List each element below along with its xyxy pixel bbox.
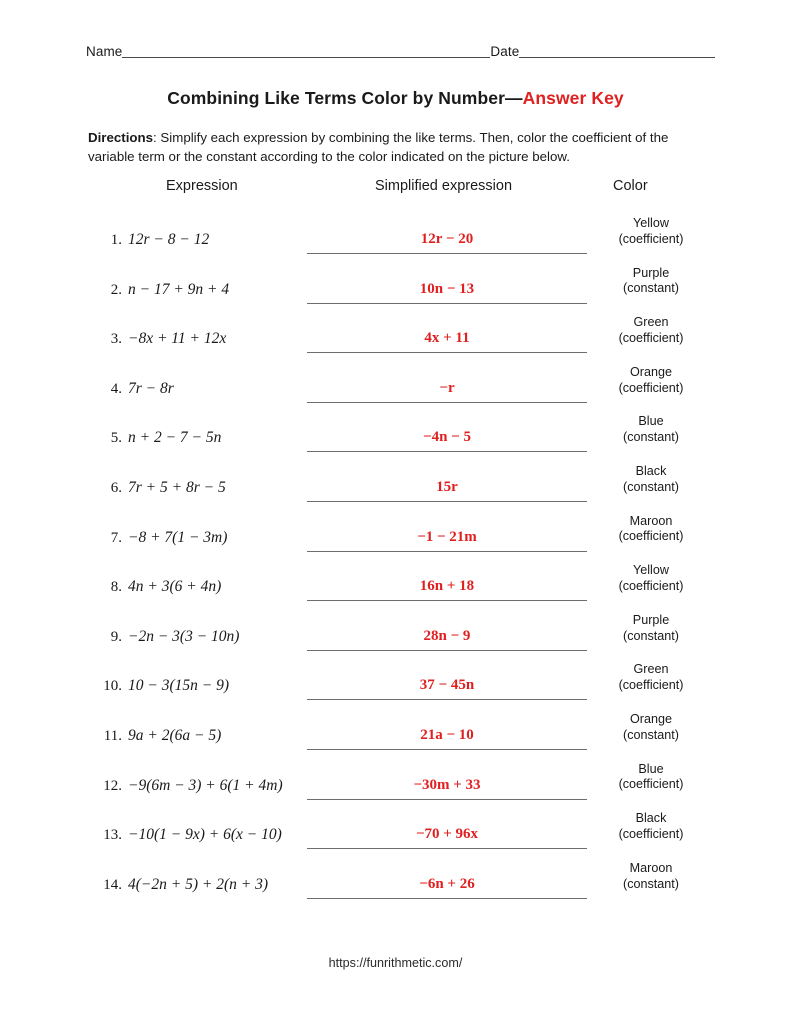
color-note: (coefficient) [618, 579, 684, 594]
problem-expression: 7r − 8r [128, 379, 174, 397]
color-note: (coefficient) [618, 826, 684, 841]
problem-answer: 28n − 9 [423, 627, 471, 644]
color-cell [592, 514, 710, 546]
problem-answer: −6n + 26 [419, 875, 475, 892]
color-cell [592, 712, 710, 744]
problem-row [0, 410, 791, 460]
problem-row [0, 212, 791, 262]
answer-blank[interactable] [307, 823, 587, 849]
color-note: (coefficient) [618, 777, 684, 792]
name-label: Name [86, 44, 123, 59]
color-name: Yellow [633, 563, 669, 578]
problem-row [0, 559, 791, 609]
color-note: (constant) [623, 628, 679, 643]
color-cell [592, 613, 710, 645]
problem-answer: −70 + 96x [415, 826, 479, 843]
problem-number: 11. [103, 727, 122, 744]
answer-blank[interactable] [307, 476, 587, 502]
problem-answer: 15r [436, 478, 458, 495]
problem-answer: −4n − 5 [423, 429, 471, 446]
page-title [0, 88, 791, 109]
problem-number: 3. [110, 331, 122, 348]
color-name: Green [633, 662, 669, 677]
directions-label: Directions [88, 130, 154, 145]
problem-expression: −2n − 3(3 − 10n) [128, 627, 240, 645]
problem-number: 13. [103, 827, 122, 844]
problem-number: 9. [110, 628, 122, 645]
page-title-main: Combining Like Terms Color by Number— [167, 88, 523, 108]
color-note: (constant) [623, 430, 679, 445]
color-note: (coefficient) [618, 231, 684, 246]
problem-answer: −30m + 33 [413, 776, 481, 793]
column-headers [88, 178, 702, 200]
problem-answer: 12r − 20 [420, 231, 474, 247]
problem-row [0, 658, 791, 708]
color-cell [592, 414, 710, 446]
color-name: Purple [632, 612, 670, 627]
color-note: (constant) [623, 479, 679, 494]
column-header-simplified-expression: Simplified expression [375, 178, 513, 194]
column-header-color: Color [613, 178, 648, 194]
problem-number: 4. [110, 380, 122, 397]
page-title-answer-key: Answer Key [522, 88, 624, 108]
color-note: (constant) [623, 281, 679, 296]
color-note: (constant) [623, 876, 679, 891]
problem-number: 10. [103, 678, 122, 695]
color-name: Green [633, 315, 669, 330]
color-name: Maroon [629, 513, 673, 528]
color-cell [592, 861, 710, 893]
answer-blank[interactable] [307, 625, 587, 651]
color-name: Maroon [629, 860, 673, 875]
problem-row [0, 361, 791, 411]
problem-number: 5. [110, 430, 122, 447]
color-cell [592, 216, 710, 248]
problem-row [0, 807, 791, 857]
problem-answer: −r [439, 379, 455, 396]
name-blank-line[interactable] [122, 44, 490, 58]
problem-answer: 16n + 18 [419, 578, 475, 595]
problem-answer: 4x + 11 [424, 330, 470, 347]
answer-blank[interactable] [307, 377, 587, 403]
color-name: Orange [629, 711, 672, 726]
problem-answer: 21a − 10 [420, 726, 474, 743]
color-name: Yellow [633, 216, 669, 230]
color-note: (coefficient) [618, 331, 684, 346]
color-cell [592, 365, 710, 397]
date-label: Date [490, 44, 520, 59]
problem-number: 6. [110, 479, 122, 496]
color-note: (coefficient) [618, 678, 684, 693]
directions-text: : Simplify each expression by combining the like terms. Then, color the coefficient of the variable term or the constant according to the color indicated on the picture below. [88, 130, 669, 165]
problem-expression: 12r − 8 − 12 [128, 231, 210, 248]
color-note: (coefficient) [618, 529, 684, 544]
problem-row [0, 857, 791, 907]
name-date-row [86, 44, 698, 59]
color-cell [592, 315, 710, 347]
problem-expression: 9a + 2(6a − 5) [128, 726, 222, 744]
answer-blank[interactable] [307, 278, 587, 304]
problem-expression: 4n + 3(6 + 4n) [128, 578, 222, 596]
directions [88, 128, 702, 167]
problem-number: 8. [110, 579, 122, 596]
problem-row [0, 510, 791, 560]
problem-answer: 10n − 13 [419, 280, 475, 297]
color-name: Orange [629, 364, 672, 379]
color-name: Blue [638, 414, 664, 429]
problem-list [0, 212, 791, 906]
problem-row [0, 311, 791, 361]
color-cell [592, 563, 710, 595]
problem-expression: n + 2 − 7 − 5n [128, 429, 222, 447]
color-cell [592, 464, 710, 496]
answer-blank[interactable] [307, 526, 587, 552]
color-note: (constant) [623, 727, 679, 742]
color-cell [592, 762, 710, 794]
answer-blank[interactable] [307, 873, 587, 899]
problem-number: 7. [110, 529, 122, 546]
problem-row [0, 609, 791, 659]
date-blank-line[interactable] [519, 44, 715, 58]
answer-blank[interactable] [307, 426, 587, 452]
problem-expression: −8 + 7(1 − 3m) [128, 528, 228, 546]
column-header-expression: Expression [166, 178, 238, 194]
problem-row [0, 708, 791, 758]
problem-number: 2. [110, 281, 122, 298]
answer-blank[interactable] [307, 774, 587, 800]
problem-row [0, 758, 791, 808]
problem-expression: n − 17 + 9n + 4 [128, 280, 230, 298]
answer-blank[interactable] [307, 327, 587, 353]
problem-answer: 37 − 45n [419, 677, 475, 694]
problem-number: 14. [103, 876, 122, 893]
problem-expression: −8x + 11 + 12x [128, 330, 227, 348]
problem-answer: −1 − 21m [417, 528, 477, 545]
answer-blank[interactable] [307, 674, 587, 700]
answer-blank[interactable] [307, 724, 587, 750]
color-name: Black [635, 463, 667, 478]
footer-url: https://funrithmetic.com/ [328, 956, 463, 970]
problem-expression: 7r + 5 + 8r − 5 [128, 478, 226, 496]
color-name: Black [635, 811, 667, 826]
color-note: (coefficient) [618, 380, 684, 395]
problem-expression: 10 − 3(15n − 9) [128, 677, 229, 695]
answer-blank[interactable] [307, 228, 587, 254]
problem-number: 12. [103, 777, 122, 794]
color-name: Blue [638, 761, 664, 776]
problem-expression: −10(1 − 9x) + 6(x − 10) [128, 826, 282, 844]
answer-blank[interactable] [307, 575, 587, 601]
problem-number: 1. [110, 232, 122, 248]
problem-row [0, 460, 791, 510]
color-name: Purple [632, 265, 670, 280]
problem-expression: 4(−2n + 5) + 2(n + 3) [128, 875, 268, 893]
color-cell [592, 811, 710, 843]
color-cell [592, 266, 710, 298]
color-cell [592, 662, 710, 694]
problem-row [0, 262, 791, 312]
problem-expression: −9(6m − 3) + 6(1 + 4m) [128, 776, 283, 794]
